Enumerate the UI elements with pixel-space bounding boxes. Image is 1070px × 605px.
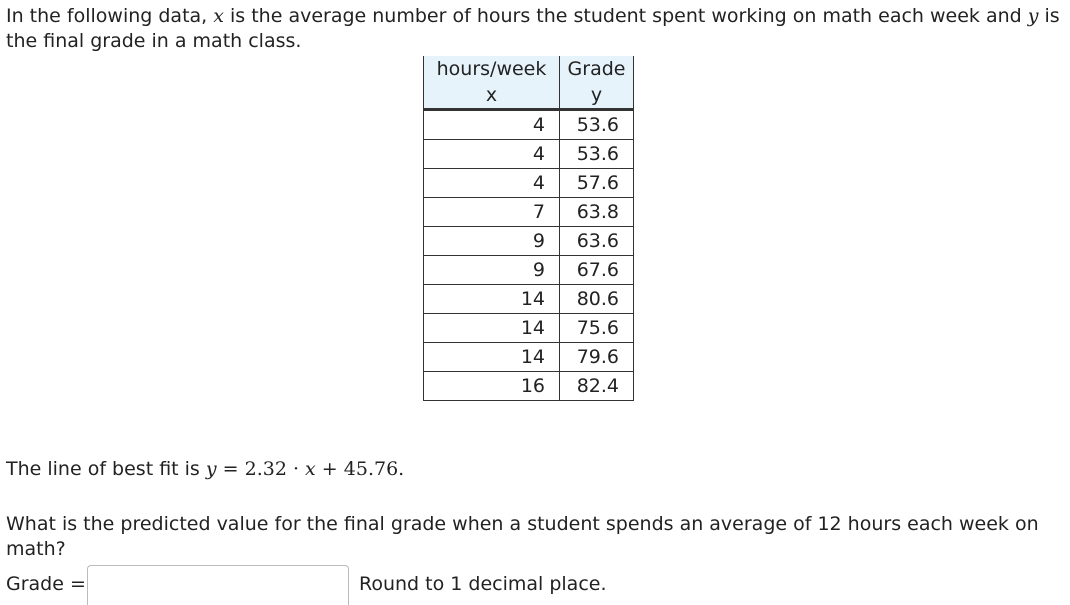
cell-grade: 57.6 bbox=[560, 169, 634, 198]
intro-text-3: is the final grade in a math class. bbox=[6, 5, 1060, 52]
header-x: x bbox=[424, 82, 560, 110]
cell-grade: 53.6 bbox=[560, 140, 634, 169]
fit-equals: = 2.32 · bbox=[216, 458, 306, 480]
table-row bbox=[424, 285, 634, 314]
table-body bbox=[424, 110, 634, 401]
answer-label: Grade = bbox=[6, 573, 86, 595]
problem-intro bbox=[6, 4, 1066, 54]
table-row bbox=[424, 169, 634, 198]
cell-hours: 4 bbox=[424, 110, 560, 140]
grade-answer-input[interactable] bbox=[87, 565, 349, 605]
cell-grade: 63.6 bbox=[560, 227, 634, 256]
intro-text-2: is the average number of hours the student spent working on math each week and bbox=[223, 5, 1028, 27]
cell-grade: 75.6 bbox=[560, 314, 634, 343]
cell-hours: 9 bbox=[424, 227, 560, 256]
table-row bbox=[424, 227, 634, 256]
cell-hours: 14 bbox=[424, 314, 560, 343]
cell-hours: 14 bbox=[424, 343, 560, 372]
rounding-hint: Round to 1 decimal place. bbox=[359, 573, 607, 595]
table-row bbox=[424, 110, 634, 140]
cell-grade: 53.6 bbox=[560, 110, 634, 140]
intro-text-1: In the following data, bbox=[6, 5, 214, 27]
cell-grade: 82.4 bbox=[560, 372, 634, 401]
variable-y: y bbox=[1027, 5, 1039, 27]
question-text: What is the predicted value for the final grade when a student spends an average of 12 hours each week on math? bbox=[6, 513, 1039, 560]
cell-hours: 7 bbox=[424, 198, 560, 227]
fit-text: The line of best fit is bbox=[6, 458, 206, 480]
fit-variable-y: y bbox=[205, 458, 217, 480]
cell-grade: 79.6 bbox=[560, 343, 634, 372]
cell-hours: 16 bbox=[424, 372, 560, 401]
table-row bbox=[424, 343, 634, 372]
cell-grade: 67.6 bbox=[560, 256, 634, 285]
variable-x: x bbox=[213, 5, 224, 27]
header-hours-week: hours/week bbox=[424, 56, 560, 82]
table-row bbox=[424, 256, 634, 285]
data-table bbox=[423, 56, 634, 401]
fit-variable-x: x bbox=[305, 458, 316, 480]
fit-rest: + 45.76. bbox=[315, 458, 405, 480]
table-row bbox=[424, 314, 634, 343]
cell-hours: 4 bbox=[424, 169, 560, 198]
table-row bbox=[424, 372, 634, 401]
header-grade: Grade bbox=[560, 56, 634, 82]
cell-grade: 63.8 bbox=[560, 198, 634, 227]
cell-grade: 80.6 bbox=[560, 285, 634, 314]
line-of-best-fit bbox=[6, 458, 404, 480]
cell-hours: 4 bbox=[424, 140, 560, 169]
table-row bbox=[424, 198, 634, 227]
cell-hours: 9 bbox=[424, 256, 560, 285]
table-row bbox=[424, 140, 634, 169]
header-y: y bbox=[560, 82, 634, 110]
cell-hours: 14 bbox=[424, 285, 560, 314]
